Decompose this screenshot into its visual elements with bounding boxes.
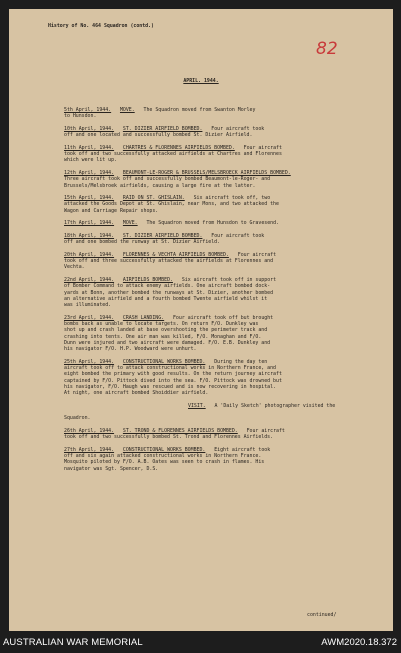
entry — [64, 359, 382, 397]
entry-text: Vechta. — [64, 264, 85, 271]
entry-text: shot up and crash landed at base overshooting the perimeter track and — [64, 327, 268, 334]
entry-text: Four aircraft — [237, 251, 277, 258]
entry-date: 15th April, 1944. — [64, 195, 115, 202]
archive-name: AUSTRALIAN WAR MEMORIAL — [3, 637, 143, 648]
entry — [64, 145, 382, 164]
entry-text: eight bombed the primary with good results. On the return journey aircraft — [64, 371, 282, 378]
entry-date: 25th April, 1944. — [64, 358, 115, 365]
entry-text: was illuminated. — [64, 302, 112, 309]
entry-text: took off and two successfully bombed St. Trond and Florennes Airfields. — [64, 434, 274, 441]
page-header: History of No. 464 Squadron (contd.) — [48, 23, 154, 29]
entry — [64, 428, 382, 441]
entry-date: 11th April, 1944. — [64, 144, 115, 151]
entry-text: bombs back as unable to locate targets. On return F/O. Dunkley was — [64, 321, 259, 328]
entry — [64, 277, 382, 308]
entry — [64, 126, 382, 139]
entry-text: Mosquito piloted by F/O. A.B. Oates was seen to crash in flames. His — [64, 459, 265, 466]
entry-text: Wagon and Carriage Repair shops. — [64, 207, 159, 214]
entry-text: The Squadron moved from Swanton Morley — [143, 107, 256, 113]
entry-text: During the day ten — [214, 358, 268, 365]
entry-title: ST. DIZIER AIRFIELD BOMBED. — [122, 232, 203, 239]
entry-title: RAID ON ST. GHISLAIN. — [122, 195, 185, 202]
entry-text: yards at Bonn, another bombed the runways at St. Dizier, another bombed — [64, 289, 274, 296]
entry — [64, 403, 382, 422]
entry-text: Four aircraft took — [211, 232, 265, 239]
entry-date: 18th April, 1944. — [64, 232, 115, 239]
entry-title: CRASH LANDING. — [122, 314, 165, 321]
entry-date: 17th April, 1944. — [64, 220, 115, 227]
entry-title: CHARTRES & FLORENNES AIRFIELDS BOMBED. — [122, 144, 235, 151]
entry-text: an alternative airfield and a fourth bombed Twente airfield whilst it — [64, 295, 268, 302]
entry-text: Squadron. — [64, 415, 91, 422]
entry-date: 26th April, 1944. — [64, 427, 115, 434]
entry-text: Dunn were injured and two aircraft were damaged. F/O. E.B. Dunkley and — [64, 339, 271, 346]
entry-text: Brussels/Melsbroek airfields, causing a large fire at the latter. — [64, 182, 256, 189]
entry-text: took off and three successfully attacked the airfields at Florennes and — [64, 258, 274, 265]
entry-title: FLORENNES & VECHTA AIRFIELDS BOMBED. — [122, 251, 229, 258]
entry-date: 20th April, 1944. — [64, 251, 115, 258]
entry-date: 23rd April, 1944. — [64, 314, 115, 321]
entry-date: 10th April, 1944. — [64, 125, 115, 132]
entry-text: of Bomber Command to attack enemy airfields. One aircraft bombed dock- — [64, 283, 271, 290]
entry-date: 27th April, 1944. — [64, 446, 115, 453]
entry-text: Four aircraft took off but brought — [172, 314, 274, 321]
entry-date: 22nd April, 1944. — [64, 277, 115, 284]
entry-text: Four aircraft took — [211, 125, 265, 132]
entry-text: aircraft took off to attack constructional works in Northern France, and — [64, 365, 276, 372]
entry — [64, 170, 382, 189]
diary-entries — [64, 107, 382, 478]
entry — [64, 447, 382, 472]
entry-text: Six aircraft took off in support — [181, 277, 277, 284]
entry-text: The Squadron moved from Hunsdon to Gravesend. — [146, 220, 279, 227]
entry-date: 12th April, 1944. — [64, 169, 115, 176]
archive-footer — [0, 634, 401, 653]
entry — [64, 195, 382, 214]
entry-text: crashing into tents. One air man was killed, F/O. Monaghan and F/O. — [64, 333, 262, 340]
entry-text: to Hunsdon. — [64, 113, 97, 120]
entry-text: A 'Daily Sketch' photographer visited the — [214, 402, 336, 409]
entry-title: BEAUMONT-LE-ROGER & BRUSSELS/MELSBROECK AIRFIELDS BOMBED. — [122, 169, 291, 176]
entry-title: CONSTRUCTIONAL WORKS BOMBED. — [122, 446, 206, 453]
document-page — [9, 9, 393, 631]
entry-text: Four aircraft — [246, 427, 285, 434]
entry-text: took off and two successfully attacked airfields at Chartres and Florennes — [64, 151, 282, 158]
entry-title: MOVE. — [122, 220, 138, 227]
entry — [64, 220, 382, 226]
entry-text: which were lit up. — [64, 157, 117, 164]
entry-text: off and one located and successfully bombed St. Dizier Airfield. — [64, 132, 253, 139]
entry-text: off and six again attacked constructional works in Northern France. — [64, 453, 262, 460]
entry-title: ST. TROND & FLORENNES AIRFIELDS BOMBED. — [122, 427, 238, 434]
handwritten-page-number: 82 — [316, 39, 338, 59]
entry-text: off and one bombed the runway at St. Dizier Airfield. — [64, 239, 221, 246]
month-heading: APRIL. 1944. — [183, 78, 219, 84]
entry-title: VISIT. — [188, 402, 206, 409]
entry-text: Three aircraft took off and successfully bombed Beaumont-le-Roger- and — [64, 176, 271, 183]
entry-title: ST. DIZIER AIRFIELD BOMBED. — [122, 125, 203, 132]
archive-id: AWM2020.18.372 — [321, 637, 397, 648]
entry-text: At night, one aircraft bombed Shoiddier airfield. — [64, 390, 209, 397]
entry-text: Eight aircraft took — [214, 446, 271, 453]
entry — [64, 252, 382, 271]
entry-date: 5th April, 1944. — [64, 107, 112, 113]
entry-text: his navigator F/O. H.P. Woodward were unhurt. — [64, 346, 197, 353]
entry — [64, 233, 382, 246]
entry-text: his navigator, F/O. Haugh was rescued and is now recovering in hospital. — [64, 384, 276, 391]
entry-title: MOVE. — [119, 107, 135, 113]
entry-title: AIRFIELDS BOMBED. — [122, 277, 173, 284]
continued-note: continued/ — [307, 612, 337, 618]
entry-text: navigator was Sgt. Spencer, D.S. — [64, 465, 159, 472]
entry-text: Four aircraft — [243, 144, 282, 151]
entry-text: Six aircraft took off, two — [193, 195, 271, 202]
entry-title: CONSTRUCTIONAL WORKS BOMBED. — [122, 358, 206, 365]
entry — [64, 107, 382, 120]
entry-text: captained by F/O. Pittock dived into the sea. F/O. Pittock was drowned but — [64, 377, 282, 384]
entry — [64, 315, 382, 353]
entry-text: attacked the Goods Depot at St. Ghislain, near Mons, and two attacked the — [64, 201, 279, 208]
